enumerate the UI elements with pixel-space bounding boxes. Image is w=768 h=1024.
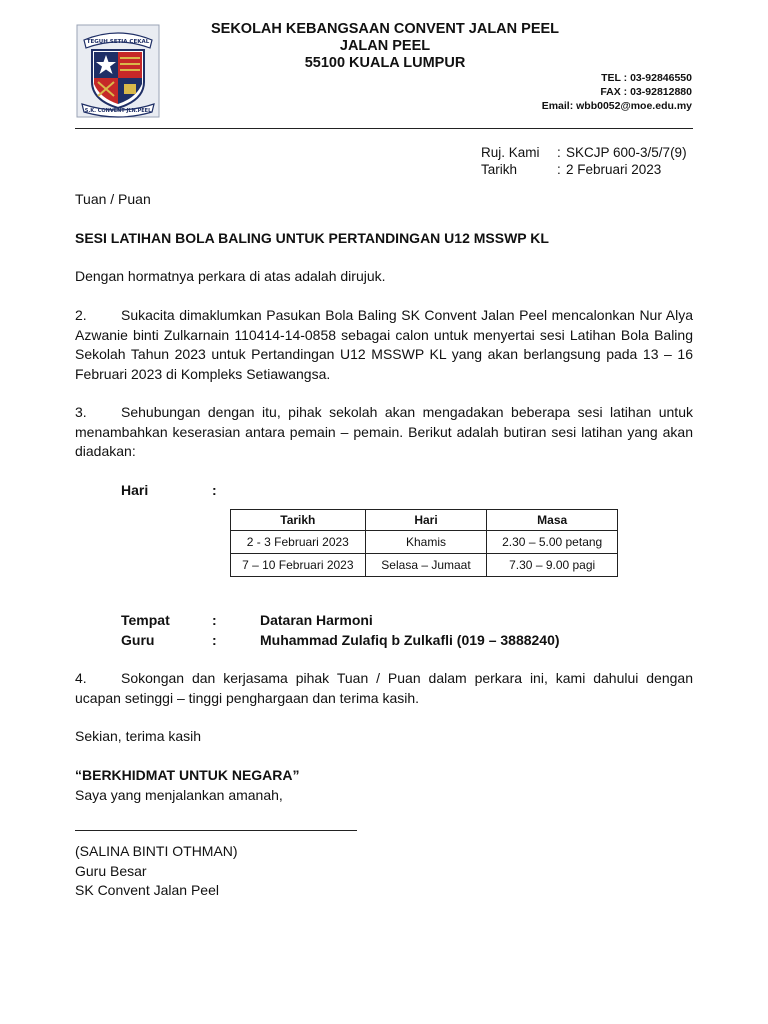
signer-name: (SALINA BINTI OTHMAN) bbox=[75, 843, 238, 859]
tarikh-value: 2 Februari 2023 bbox=[566, 162, 662, 177]
paragraph-2-number: 2. bbox=[75, 307, 87, 323]
tarikh-label: Tarikh bbox=[481, 162, 518, 177]
tempat-label: Tempat bbox=[121, 612, 170, 628]
paragraph-2-text: Sukacita dimaklumkan Pasukan Bola Baling SK Convent Jalan Peel mencalonkan Nur Alya Azwanie binti Zulkarnain 110414-14-0858 sebagai calon untuk menyertai sesi Latihan Bola Baling Sekolah Tahun 2023 untuk Pertandingan U12 MSSWP KL yang akan berlangsung pada 13 – 16 Februari 2023 di Kompleks Setiawangsa. bbox=[75, 307, 693, 382]
reference-block bbox=[481, 144, 687, 178]
table-cell: 7 – 10 Februari 2023 bbox=[231, 554, 366, 577]
closing-trust: Saya yang menjalankan amanah, bbox=[75, 787, 283, 803]
crest-top-text: TEGUH SETIA CEKAL bbox=[86, 39, 150, 45]
table-cell: Khamis bbox=[365, 531, 487, 554]
email-address: Email: wbb0052@moe.edu.my bbox=[541, 100, 692, 112]
hari-colon: : bbox=[212, 482, 217, 498]
table-row bbox=[231, 531, 618, 554]
signer-title: Guru Besar bbox=[75, 863, 147, 879]
letterhead-divider bbox=[75, 128, 693, 129]
contact-block bbox=[542, 71, 692, 113]
crest-bottom-text: S.K. CONVENT JLN.PEEL bbox=[84, 108, 152, 114]
guru-label: Guru bbox=[121, 632, 155, 648]
salutation: Tuan / Puan bbox=[75, 191, 151, 207]
paragraph-3-text: Sehubungan dengan itu, pihak sekolah akan mengadakan beberapa sesi latihan untuk menambahkan keserasian antara pemain – pemain. Berikut adalah butiran sesi latihan yang akan diadakan: bbox=[75, 404, 693, 459]
table-header-masa: Masa bbox=[487, 510, 618, 531]
schedule-table bbox=[230, 509, 618, 577]
table-cell: Selasa – Jumaat bbox=[365, 554, 487, 577]
signature-line bbox=[75, 830, 357, 831]
school-crest-logo bbox=[76, 24, 160, 118]
school-street: JALAN PEEL bbox=[339, 38, 431, 54]
paragraph-4 bbox=[75, 669, 693, 708]
opening-line: Dengan hormatnya perkara di atas adalah dirujuk. bbox=[75, 268, 386, 284]
table-cell: 2 - 3 Februari 2023 bbox=[231, 531, 366, 554]
table-header-hari: Hari bbox=[365, 510, 487, 531]
tarikh-colon: : bbox=[557, 162, 561, 177]
table-header-tarikh: Tarikh bbox=[231, 510, 366, 531]
guru-colon: : bbox=[212, 632, 217, 648]
ruj-colon: : bbox=[557, 145, 561, 160]
ruj-value: SKCJP 600-3/5/7(9) bbox=[566, 145, 687, 160]
tel-number: TEL : 03-92846550 bbox=[601, 72, 692, 84]
closing-thanks: Sekian, terima kasih bbox=[75, 728, 202, 744]
table-row bbox=[231, 554, 618, 577]
closing-motto: “BERKHIDMAT UNTUK NEGARA” bbox=[75, 767, 300, 783]
ruj-label: Ruj. Kami bbox=[481, 145, 540, 160]
table-cell: 7.30 – 9.00 pagi bbox=[487, 554, 618, 577]
school-city: 55100 KUALA LUMPUR bbox=[304, 55, 466, 71]
hari-label: Hari bbox=[121, 482, 149, 498]
tempat-colon: : bbox=[212, 612, 217, 628]
paragraph-3 bbox=[75, 403, 693, 462]
table-header-row bbox=[231, 510, 618, 531]
signer-organization: SK Convent Jalan Peel bbox=[75, 882, 219, 898]
tempat-value: Dataran Harmoni bbox=[260, 612, 373, 628]
paragraph-4-number: 4. bbox=[75, 670, 87, 686]
table-cell: 2.30 – 5.00 petang bbox=[487, 531, 618, 554]
paragraph-4-text: Sokongan dan kerjasama pihak Tuan / Puan dalam perkara ini, kami dahului dengan ucapan setinggi – tinggi penghargaan dan terima kasih. bbox=[75, 670, 693, 706]
guru-value: Muhammad Zulafiq b Zulkafli (019 – 3888240) bbox=[260, 632, 560, 648]
letter-subject: SESI LATIHAN BOLA BALING UNTUK PERTANDINGAN U12 MSSWP KL bbox=[75, 230, 549, 246]
paragraph-3-number: 3. bbox=[75, 404, 87, 420]
school-name: SEKOLAH KEBANGSAAN CONVENT JALAN PEEL bbox=[210, 21, 560, 37]
paragraph-2 bbox=[75, 306, 693, 384]
letterhead-school-block bbox=[180, 21, 590, 72]
fax-number: FAX : 03-92812880 bbox=[600, 86, 692, 98]
